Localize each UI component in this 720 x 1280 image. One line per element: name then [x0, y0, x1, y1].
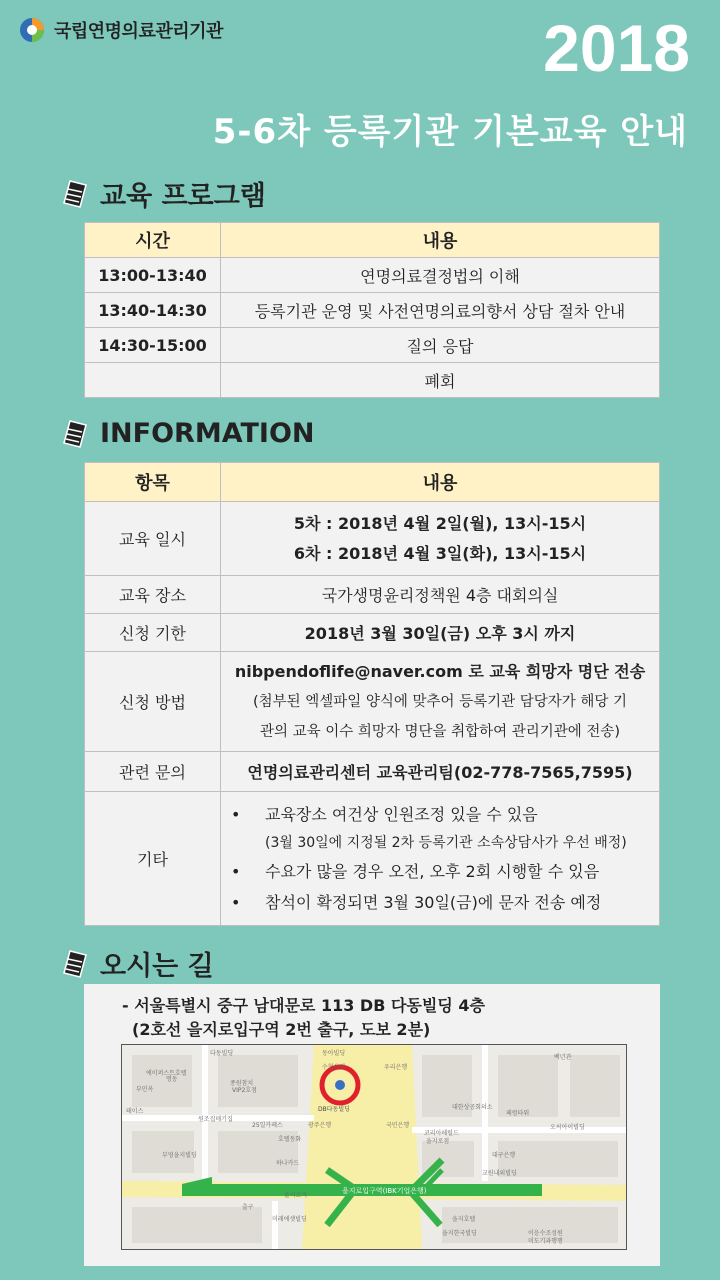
label-cell: 신청 기한	[85, 614, 221, 652]
table-row	[85, 328, 660, 363]
year-heading: 2018	[543, 11, 690, 85]
map-label: 다동빌딩	[210, 1050, 234, 1057]
map-label: 25일카페스	[252, 1122, 283, 1129]
map-label: 명동	[166, 1076, 178, 1083]
map-label: 종원참치	[230, 1080, 254, 1087]
map-label: 을지호텔	[452, 1216, 476, 1223]
header-time: 시간	[85, 223, 221, 258]
table-row	[85, 614, 660, 652]
label-cell: 신청 방법	[85, 652, 221, 752]
org-logo	[18, 16, 223, 44]
content-cell	[221, 652, 660, 752]
time-cell: 14:30-15:00	[85, 328, 221, 363]
map-label: 출구	[242, 1204, 254, 1211]
section-heading-program	[62, 174, 266, 213]
bullet: •	[231, 862, 241, 881]
content-cell: 질의 응답	[221, 328, 660, 363]
label-cell: 교육 일시	[85, 502, 221, 576]
content-cell	[221, 792, 660, 926]
map-label: 을지한국빌딩	[442, 1230, 477, 1237]
time-cell: 13:00-13:40	[85, 258, 221, 293]
table-row	[85, 293, 660, 328]
email-link[interactable]: nibpendoflife@naver.com 로 교육 희망자 명단 전송	[234, 661, 646, 681]
header-content: 내용	[221, 223, 660, 258]
map-graphic	[122, 1045, 626, 1249]
section-title: 오시는 길	[100, 951, 214, 982]
table-row	[85, 752, 660, 792]
date-line: 6차 : 2018년 4월 3일(화), 13시-15시	[293, 543, 587, 563]
map-label: 미래에셋빌딩	[272, 1216, 307, 1223]
table-row	[85, 258, 660, 293]
map-label: 원조집매기집	[198, 1116, 233, 1123]
map-label: 코리아헤럴드	[424, 1130, 459, 1137]
table-row	[85, 576, 660, 614]
content-cell: 연명의료관리센터 교육관리팀(02-778-7565,7595)	[221, 752, 660, 792]
map-label: 수협은행	[322, 1064, 346, 1071]
map-label: 호텔동화	[278, 1136, 302, 1143]
map-label: 국민은행	[386, 1122, 410, 1129]
table-row	[85, 792, 660, 926]
bullet: •	[231, 805, 241, 824]
table-row	[85, 502, 660, 576]
list-item-text: 교육장소 여건상 인원조정 있을 수 있음	[265, 805, 538, 824]
table-row	[85, 652, 660, 752]
list-item-text: 수요가 많을 경우 오전, 오후 2회 시행할 수 있음	[265, 862, 600, 881]
time-cell: 13:40-14:30	[85, 293, 221, 328]
map-label: 대구은행	[492, 1152, 516, 1159]
address	[122, 994, 485, 1042]
section-heading-directions	[62, 944, 214, 983]
tag-icon	[62, 949, 88, 979]
map-label: 부영을지빌딩	[162, 1152, 197, 1159]
tag-icon	[62, 419, 88, 449]
method-note: 관의 교육 이수 희망자 명단을 취합하여 관리기관에 전송)	[259, 723, 621, 740]
content-cell: 등록기관 운영 및 사전연명의료의향서 상담 절차 안내	[221, 293, 660, 328]
label-cell: 교육 장소	[85, 576, 221, 614]
map-label: 광주은행	[308, 1122, 332, 1129]
content-cell	[221, 502, 660, 576]
section-title: INFORMATION	[100, 418, 315, 449]
map-label: VIP2호점	[232, 1087, 257, 1094]
list-item	[231, 799, 659, 830]
header-content: 내용	[221, 463, 660, 502]
method-note: (첨부된 엑셀파일 양식에 맞추어 등록기관 담당자가 해당 기	[252, 693, 628, 710]
map-label: 대한상공회의소	[452, 1104, 493, 1111]
section-heading-information	[62, 418, 315, 449]
org-logo-icon	[18, 16, 46, 44]
map-label: 백년관	[554, 1054, 572, 1061]
directions-box	[84, 984, 660, 1266]
map-label: 이응수조성원	[528, 1230, 563, 1237]
content-cell: 국가생명윤리정책원 4층 대회의실	[221, 576, 660, 614]
station-label: 을지로입구역(IBK기업은행)	[342, 1187, 427, 1195]
information-table	[84, 462, 660, 926]
content-cell: 연명의료결정법의 이해	[221, 258, 660, 293]
map-label: 하나카드	[276, 1160, 300, 1167]
list-item-note: (3월 30일에 지정될 2차 등록기관 소속상담사가 우선 배정)	[265, 835, 627, 851]
map-label: 을지로역	[284, 1192, 308, 1199]
content-cell: 폐회	[221, 363, 660, 398]
list-item-text: 참석이 확정되면 3월 30일(금)에 문자 전송 예정	[265, 893, 602, 912]
map-label: 미도기과행행	[528, 1238, 563, 1245]
location-map[interactable]	[121, 1044, 627, 1250]
address-line: - 서울특별시 중구 남대문로 113 DB 다동빌딩 4층	[122, 996, 485, 1015]
list-item	[231, 856, 659, 887]
tag-icon	[62, 179, 88, 209]
map-label: 테이스	[126, 1108, 144, 1115]
date-line: 5차 : 2018년 4월 2일(월), 13시-15시	[293, 513, 587, 533]
org-name: 국립연명의료관리기관	[54, 21, 223, 42]
map-label: 오씨아이빌딩	[550, 1124, 585, 1131]
table-row	[85, 363, 660, 398]
map-label: 동아빌딩	[322, 1050, 346, 1057]
time-cell	[85, 363, 221, 398]
address-note: (2호선 을지로입구역 2번 출구, 도보 2분)	[132, 1020, 431, 1039]
content-cell: 2018년 3월 30일(금) 오후 3시 까지	[221, 614, 660, 652]
building-label: DB다동빌딩	[318, 1106, 350, 1113]
section-title: 교육 프로그램	[100, 181, 266, 212]
map-label: 우리은행	[384, 1064, 408, 1071]
map-label: 부민옥	[136, 1086, 154, 1093]
list-item	[231, 887, 659, 918]
bullet: •	[231, 893, 241, 912]
program-table	[84, 222, 660, 398]
map-label: 교원내외빌딩	[482, 1170, 517, 1177]
label-cell: 관련 문의	[85, 752, 221, 792]
page-title: 5-6차 등록기관 기본교육 안내	[212, 112, 688, 152]
label-cell: 기타	[85, 792, 221, 926]
map-label: 페럼타워	[506, 1110, 530, 1117]
header-item: 항목	[85, 463, 221, 502]
map-label: 에이퍼스트호텔	[146, 1070, 187, 1077]
map-label: 을지로점	[426, 1138, 450, 1145]
